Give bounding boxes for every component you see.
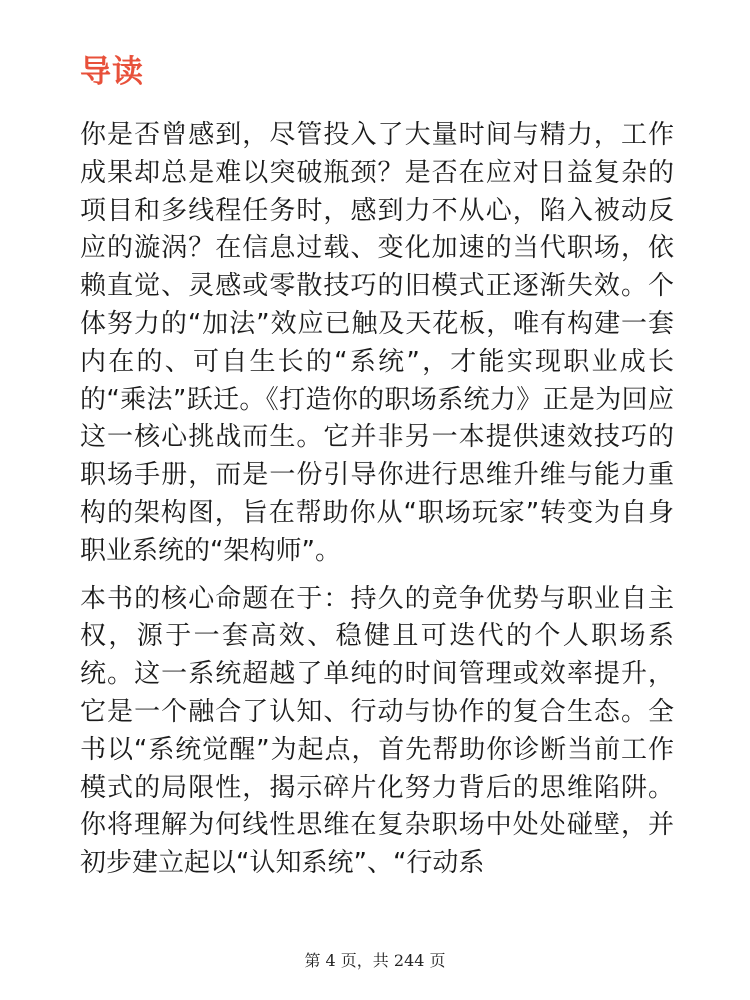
paragraph-1: 你是否曾感到，尽管投入了大量时间与精力，工作成果却总是难以突破瓶颈？是否在应对日益复杂的项目和多线程任务时，感到力不从心，陷入被动反应的漩涡？在信息过载、变化加速的当代职场，依赖直觉、灵感或零散技巧的旧模式正逐渐失效。个体努力的“加法”效应已触及天花板，唯有构建一套内在的、可自生长的“系统”，才能实现职业成长的“乘法”跃迁。《打造你的职场系统力》正是为回应这一核心挑战而生。它并非另一本提供速效技巧的职场手册，而是一份引导你进行思维升维与能力重构的架构图，旨在帮助你从“职场玩家”转变为自身职业系统的“架构师”。	[80, 120, 674, 566]
section-heading: 导读	[80, 54, 144, 90]
body-text	[80, 117, 674, 883]
paragraph-2: 本书的核心命题在于：持久的竞争优势与职业自主权，源于一套高效、稳健且可迭代的个人职场系统。这一系统超越了单纯的时间管理或效率提升，它是一个融合了认知、行动与协作的复合生态。全书以“系统觉醒”为起点，首先帮助你诊断当前工作模式的局限性，揭示碎片化努力背后的思维陷阱。你将理解为何线性思维在复杂职场中处处碰壁，并初步建立起以“认知系统”、“行动系	[80, 583, 674, 879]
page-number-footer: 第 4 页，共 244 页	[304, 951, 446, 970]
